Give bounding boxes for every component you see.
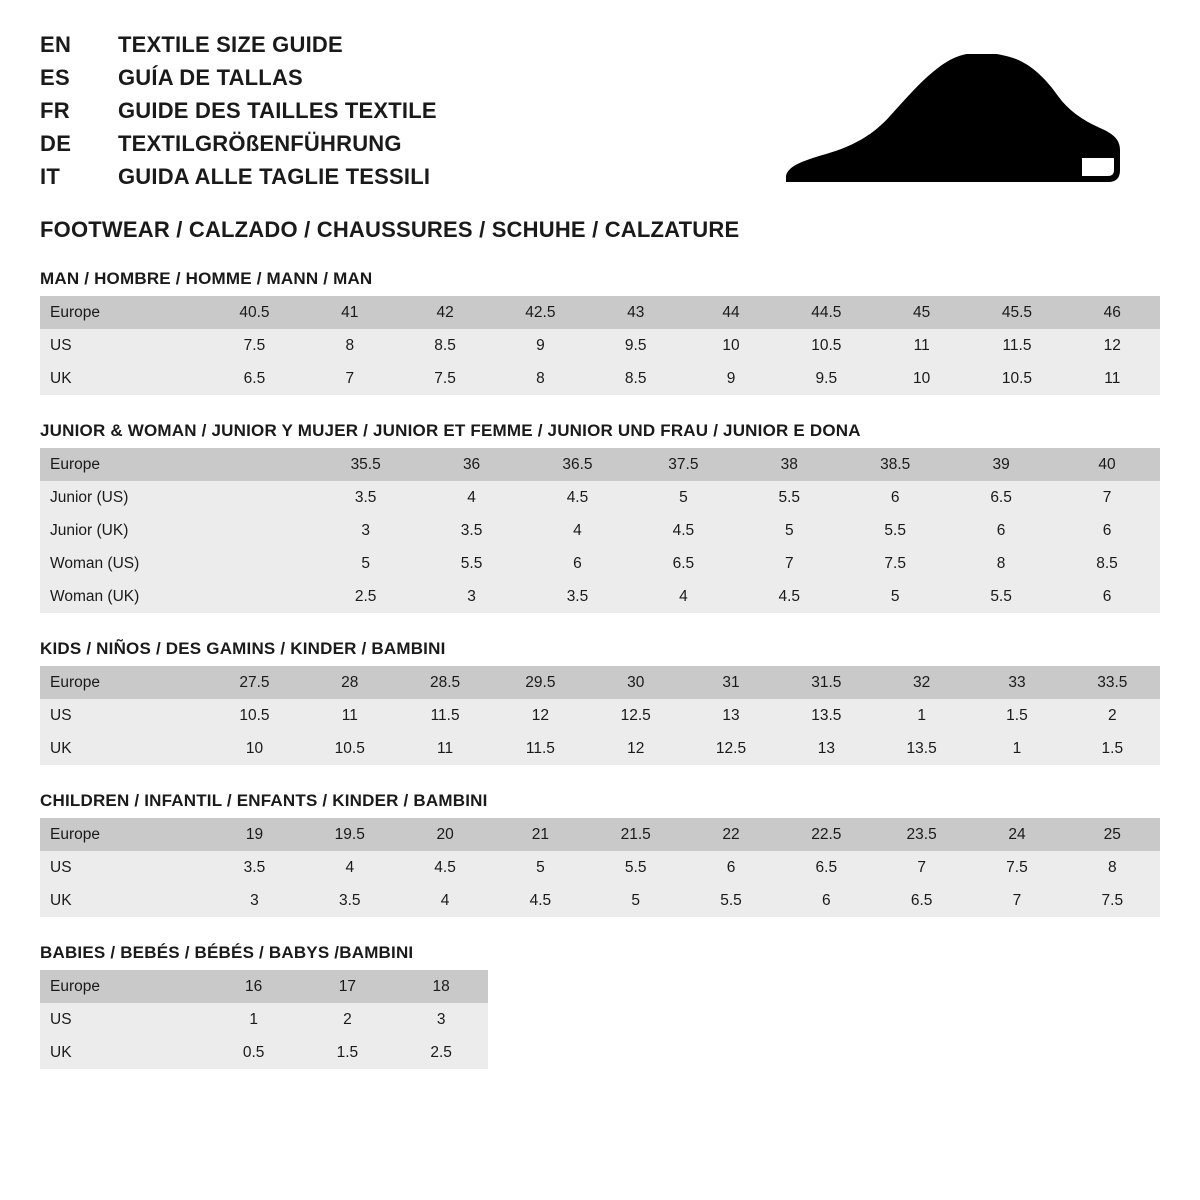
cell: 5 (630, 481, 736, 514)
row-label: Woman (UK) (40, 580, 207, 613)
cell: 31 (683, 666, 778, 699)
cell: 21 (493, 818, 588, 851)
language-code: FR (40, 98, 70, 123)
cell: 3.5 (313, 481, 419, 514)
cell: 40 (1054, 448, 1160, 481)
cell: 6 (1054, 514, 1160, 547)
cell: 8 (1065, 851, 1160, 884)
cell: 4.5 (525, 481, 631, 514)
cell: 1.5 (301, 1036, 395, 1069)
cell: 18 (394, 970, 488, 1003)
cell: 6.5 (948, 481, 1054, 514)
cell: 8 (948, 547, 1054, 580)
size-group-man (40, 269, 1160, 395)
cell: 21.5 (588, 818, 683, 851)
cell: 38.5 (842, 448, 948, 481)
cell: 7 (736, 547, 842, 580)
cell: 5.5 (683, 884, 778, 917)
row-label: UK (40, 362, 207, 395)
cell: 10.5 (302, 732, 397, 765)
cell: 5.5 (588, 851, 683, 884)
cell: 42.5 (493, 296, 588, 329)
cell: 11.5 (397, 699, 492, 732)
cell: 4 (302, 851, 397, 884)
cell: 5 (313, 547, 419, 580)
cell (207, 580, 313, 613)
cell: 3 (313, 514, 419, 547)
row-label: US (40, 851, 207, 884)
cell: 17 (301, 970, 395, 1003)
cell: 2.5 (313, 580, 419, 613)
cell: 19.5 (302, 818, 397, 851)
cell: 4 (419, 481, 525, 514)
cell: 4 (397, 884, 492, 917)
cell: 9 (683, 362, 778, 395)
cell: 25 (1065, 818, 1160, 851)
group-title: KIDS / NIÑOS / DES GAMINS / KINDER / BAMBINI (40, 639, 446, 658)
cell: 45 (874, 296, 969, 329)
cell (207, 481, 313, 514)
cell: 3 (394, 1003, 488, 1036)
table-row (40, 699, 1160, 732)
cell: 7.5 (1065, 884, 1160, 917)
row-label: Europe (40, 296, 207, 329)
cell: 3 (207, 884, 302, 917)
cell: 10.5 (969, 362, 1064, 395)
cell: 9.5 (588, 329, 683, 362)
cell: 43 (588, 296, 683, 329)
table-row (40, 580, 1160, 613)
cell: 13.5 (874, 732, 969, 765)
cell: 3.5 (525, 580, 631, 613)
cell: 5 (588, 884, 683, 917)
cell: 1 (207, 1003, 301, 1036)
cell: 6 (779, 884, 874, 917)
cell: 7 (302, 362, 397, 395)
cell: 6.5 (630, 547, 736, 580)
cell: 35.5 (313, 448, 419, 481)
cell: 7 (874, 851, 969, 884)
cell: 1 (874, 699, 969, 732)
cell: 6 (525, 547, 631, 580)
group-title: BABIES / BEBÉS / BÉBÉS / BABYS /BAMBINI (40, 943, 414, 962)
cell: 13 (779, 732, 874, 765)
cell: 2.5 (394, 1036, 488, 1069)
cell: 10 (683, 329, 778, 362)
cell: 4 (630, 580, 736, 613)
cell: 6 (842, 481, 948, 514)
category-title: FOOTWEAR / CALZADO / CHAUSSURES / SCHUHE / CALZATURE (40, 217, 740, 242)
cell: 30 (588, 666, 683, 699)
language-title: TEXTILE SIZE GUIDE (118, 32, 343, 57)
row-label: US (40, 329, 207, 362)
language-row (40, 32, 437, 58)
row-label: Europe (40, 448, 207, 481)
row-label: Woman (US) (40, 547, 207, 580)
cell: 9.5 (779, 362, 874, 395)
cell: 5.5 (948, 580, 1054, 613)
cell: 33 (969, 666, 1064, 699)
cell: 10 (874, 362, 969, 395)
cell: 9 (493, 329, 588, 362)
row-label: US (40, 1003, 207, 1036)
cell: 45.5 (969, 296, 1064, 329)
table-row (40, 547, 1160, 580)
table-row (40, 296, 1160, 329)
row-label: UK (40, 884, 207, 917)
row-label: Europe (40, 818, 207, 851)
cell: 4.5 (630, 514, 736, 547)
cell: 6 (683, 851, 778, 884)
cell: 12 (493, 699, 588, 732)
cell: 12.5 (683, 732, 778, 765)
table-row (40, 362, 1160, 395)
cell: 5 (493, 851, 588, 884)
cell (207, 448, 313, 481)
language-title-list (40, 32, 437, 197)
cell: 6 (1054, 580, 1160, 613)
cell: 11.5 (969, 329, 1064, 362)
page-header (40, 32, 1160, 197)
cell: 33.5 (1065, 666, 1160, 699)
cell: 44 (683, 296, 778, 329)
cell: 0.5 (207, 1036, 301, 1069)
row-label: US (40, 699, 207, 732)
cell: 1.5 (969, 699, 1064, 732)
row-label: UK (40, 732, 207, 765)
cell: 28 (302, 666, 397, 699)
cell: 40.5 (207, 296, 302, 329)
cell: 20 (397, 818, 492, 851)
cell: 3.5 (207, 851, 302, 884)
cell: 10.5 (207, 699, 302, 732)
cell: 5 (842, 580, 948, 613)
language-code: DE (40, 131, 72, 156)
language-title: GUIDE DES TAILLES TEXTILE (118, 98, 437, 123)
cell: 12 (1065, 329, 1160, 362)
cell: 27.5 (207, 666, 302, 699)
language-row (40, 164, 437, 190)
cell: 4.5 (397, 851, 492, 884)
cell: 8.5 (397, 329, 492, 362)
cell: 10 (207, 732, 302, 765)
cell: 7 (1054, 481, 1160, 514)
cell: 46 (1065, 296, 1160, 329)
language-title: GUÍA DE TALLAS (118, 65, 303, 90)
cell: 8.5 (1054, 547, 1160, 580)
cell: 12 (588, 732, 683, 765)
cell: 4.5 (493, 884, 588, 917)
size-group-children (40, 791, 1160, 917)
table-row (40, 481, 1160, 514)
cell: 29.5 (493, 666, 588, 699)
cell: 6.5 (207, 362, 302, 395)
cell: 6.5 (874, 884, 969, 917)
size-group-babies (40, 943, 1160, 1069)
cell: 36.5 (525, 448, 631, 481)
cell: 11 (302, 699, 397, 732)
cell: 42 (397, 296, 492, 329)
cell: 3.5 (419, 514, 525, 547)
cell (207, 514, 313, 547)
cell: 13 (683, 699, 778, 732)
cell: 7.5 (397, 362, 492, 395)
cell: 11 (397, 732, 492, 765)
cell: 1.5 (1065, 732, 1160, 765)
cell: 16 (207, 970, 301, 1003)
row-label: Junior (UK) (40, 514, 207, 547)
table-row (40, 884, 1160, 917)
cell: 4 (525, 514, 631, 547)
cell: 24 (969, 818, 1064, 851)
group-title: CHILDREN / INFANTIL / ENFANTS / KINDER / BAMBINI (40, 791, 488, 810)
cell: 22 (683, 818, 778, 851)
cell: 11.5 (493, 732, 588, 765)
row-label: Europe (40, 666, 207, 699)
cell: 3.5 (302, 884, 397, 917)
cell: 3 (419, 580, 525, 613)
size-group-junior-woman (40, 421, 1160, 613)
cell: 39 (948, 448, 1054, 481)
cell: 38 (736, 448, 842, 481)
cell: 12.5 (588, 699, 683, 732)
cell: 5.5 (419, 547, 525, 580)
language-row (40, 131, 437, 157)
group-title: MAN / HOMBRE / HOMME / MANN / MAN (40, 269, 373, 288)
cell: 8.5 (588, 362, 683, 395)
cell: 7.5 (842, 547, 948, 580)
cell: 7 (969, 884, 1064, 917)
cell: 7.5 (207, 329, 302, 362)
size-table-man (40, 296, 1160, 395)
cell: 5.5 (736, 481, 842, 514)
size-table-junior-woman (40, 448, 1160, 613)
cell: 11 (1065, 362, 1160, 395)
language-code: ES (40, 65, 70, 90)
cell: 1 (969, 732, 1064, 765)
cell: 31.5 (779, 666, 874, 699)
cell: 8 (493, 362, 588, 395)
cell: 11 (874, 329, 969, 362)
table-row (40, 1003, 488, 1036)
cell: 2 (301, 1003, 395, 1036)
size-table-babies (40, 970, 488, 1069)
table-row (40, 732, 1160, 765)
dress-shoe-icon (782, 54, 1122, 189)
table-row (40, 818, 1160, 851)
cell: 32 (874, 666, 969, 699)
cell: 2 (1065, 699, 1160, 732)
language-title: TEXTILGRÖßENFÜHRUNG (118, 131, 402, 156)
row-label: Junior (US) (40, 481, 207, 514)
size-table-kids (40, 666, 1160, 765)
cell: 6.5 (779, 851, 874, 884)
cell: 37.5 (630, 448, 736, 481)
cell: 44.5 (779, 296, 874, 329)
language-row (40, 65, 437, 91)
cell: 22.5 (779, 818, 874, 851)
row-label: Europe (40, 970, 207, 1003)
table-row (40, 666, 1160, 699)
cell: 10.5 (779, 329, 874, 362)
row-label: UK (40, 1036, 207, 1069)
cell: 41 (302, 296, 397, 329)
cell (207, 547, 313, 580)
cell: 19 (207, 818, 302, 851)
cell: 8 (302, 329, 397, 362)
table-row (40, 851, 1160, 884)
cell: 36 (419, 448, 525, 481)
cell: 7.5 (969, 851, 1064, 884)
size-table-children (40, 818, 1160, 917)
cell: 5 (736, 514, 842, 547)
language-code: EN (40, 32, 72, 57)
cell: 13.5 (779, 699, 874, 732)
table-row (40, 1036, 488, 1069)
language-row (40, 98, 437, 124)
cell: 5.5 (842, 514, 948, 547)
cell: 28.5 (397, 666, 492, 699)
cell: 23.5 (874, 818, 969, 851)
cell: 4.5 (736, 580, 842, 613)
table-row (40, 329, 1160, 362)
table-row (40, 970, 488, 1003)
group-title: JUNIOR & WOMAN / JUNIOR Y MUJER / JUNIOR ET FEMME / JUNIOR UND FRAU / JUNIOR E DONA (40, 421, 861, 440)
language-title: GUIDA ALLE TAGLIE TESSILI (118, 164, 431, 189)
size-group-kids (40, 639, 1160, 765)
table-row (40, 448, 1160, 481)
table-row (40, 514, 1160, 547)
language-code: IT (40, 164, 61, 189)
cell: 6 (948, 514, 1054, 547)
